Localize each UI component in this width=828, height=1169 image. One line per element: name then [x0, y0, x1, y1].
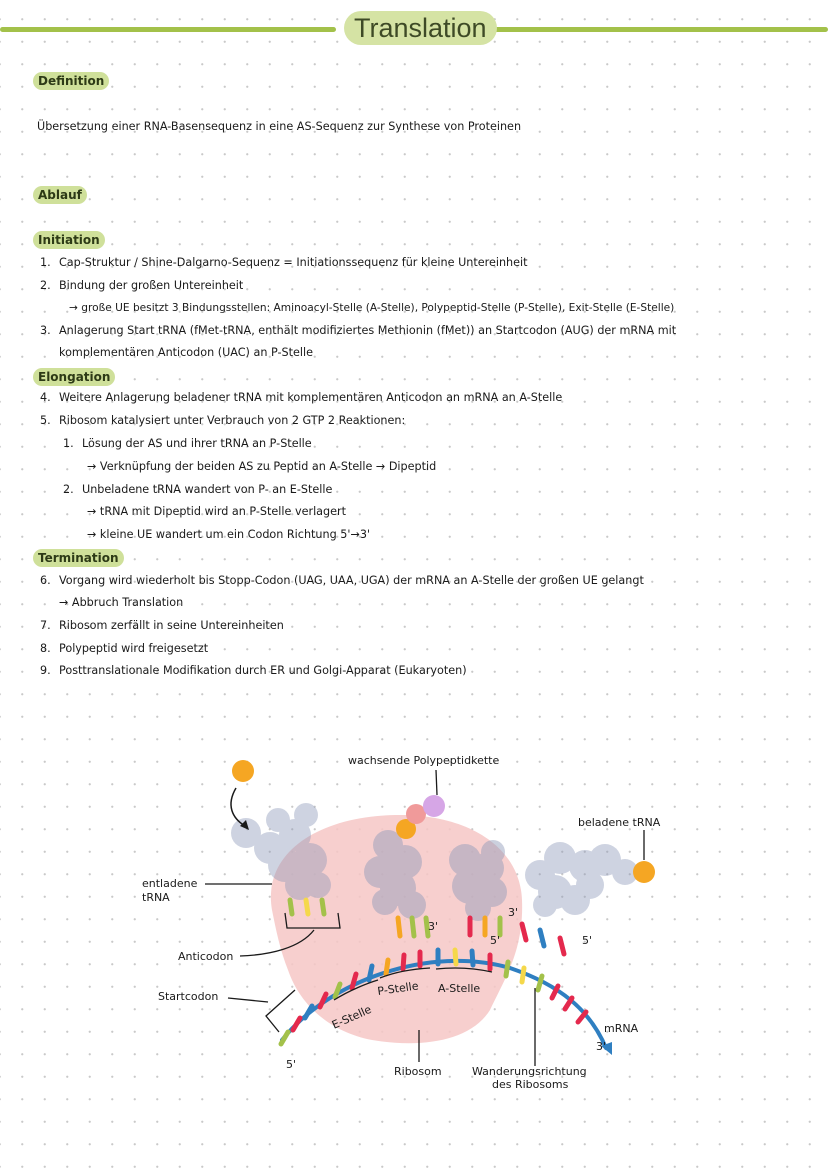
startcodon-bracket	[266, 990, 295, 1032]
item-text: Vorgang wird wiederholt bis Stopp-Codon (UAG, UAA, UGA) der mRNA an A-Stelle der großen UE gelangt	[59, 574, 644, 587]
item-text: Unbeladene tRNA wandert von P- an E-Stelle	[82, 483, 333, 496]
item-text: komplementären Anticodon (UAC) an P-Stelle	[59, 346, 313, 359]
definition-text: Übersetzung einer RNA-Basensequenz in eine AS-Sequenz zur Synthese von Proteinen	[37, 120, 522, 133]
label-startcodon: Startcodon	[158, 990, 219, 1003]
item-text: Ribosom katalysiert unter Verbrauch von 2 GTP 2 Reaktionen:	[59, 414, 406, 427]
label-trna-p-3prime: 3'	[428, 920, 439, 933]
item-text: Weitere Anlagerung beladener tRNA mit komplementären Anticodon an mRNA an A-Stelle	[59, 391, 563, 404]
label-mrna-3prime: 3'	[596, 1040, 607, 1053]
item-text: Anlagerung Start tRNA (fMet-tRNA, enthält modifiziertes Methionin (fMet)) an Startcodon (AUG) der mRNA mit	[59, 324, 677, 337]
item-number: 3.	[40, 324, 51, 337]
termination-heading: Termination	[33, 549, 124, 567]
item-text: Ribosom zerfällt in seine Untereinheiten	[59, 619, 284, 632]
charged-trna-amino-acid	[633, 861, 655, 883]
item-number: 1.	[63, 437, 74, 450]
item-number: 5.	[40, 414, 51, 427]
item-text: Cap-Struktur / Shine-Dalgarno-Sequenz = Initiationssequenz für kleine Untereinheit	[59, 256, 528, 269]
label-mrna: mRNA	[604, 1022, 639, 1035]
item-text: Bindung der großen Untereinheit	[59, 279, 244, 292]
label-trna-charged-5prime: 5'	[582, 934, 593, 947]
label-anticodon: Anticodon	[178, 950, 234, 963]
item-text: → tRNA mit Dipeptid wird an P-Stelle verlagert	[87, 505, 346, 518]
polypeptide-aa-3	[423, 795, 445, 817]
label-polypeptide: wachsende Polypeptidkette	[348, 754, 500, 767]
item-number: 6.	[40, 574, 51, 587]
label-trna-charged-3prime: 3'	[508, 906, 519, 919]
pointer-polypeptide	[436, 770, 437, 795]
label-ribosome: Ribosom	[394, 1065, 442, 1078]
item-text: Posttranslationale Modifikation durch ER und Golgi-Apparat (Eukaryoten)	[59, 664, 467, 677]
page-title: Translation	[344, 11, 497, 45]
label-e-site: E-Stelle	[329, 1002, 374, 1032]
elongation-heading: Elongation	[33, 368, 115, 386]
item-text: → kleine UE wandert um ein Codon Richtung 5'→3'	[87, 528, 371, 541]
polypeptide-aa-2	[406, 804, 426, 824]
item-number: 2.	[63, 483, 74, 496]
label-a-site: A-Stelle	[438, 982, 481, 995]
item-number: 9.	[40, 664, 51, 677]
label-mrna-5prime: 5'	[286, 1058, 297, 1071]
item-text: → große UE besitzt 3 Bindungsstellen: Aminoacyl-Stelle (A-Stelle), Polypeptid-Stelle (P-Stelle), Exit-Stelle (E-Stelle)	[69, 302, 675, 314]
item-number: 2.	[40, 279, 51, 292]
pointer-startcodon	[228, 998, 268, 1002]
item-number: 8.	[40, 642, 51, 655]
label-p-site: P-Stelle	[376, 979, 420, 998]
item-text: → Verknüpfung der beiden AS zu Peptid an A-Stelle → Dipeptid	[87, 460, 437, 473]
label-trna-a-5prime: 5'	[490, 934, 501, 947]
label-direction-1: Wanderungsrichtung	[472, 1065, 587, 1078]
item-text: → Abbruch Translation	[59, 596, 184, 609]
item-number: 1.	[40, 256, 51, 269]
trna-charged	[525, 842, 638, 917]
item-number: 4.	[40, 391, 51, 404]
item-number: 7.	[40, 619, 51, 632]
item-text: Polypeptid wird freigesetzt	[59, 642, 209, 655]
label-direction-2: des Ribosoms	[492, 1078, 569, 1091]
label-charged-trna: beladene tRNA	[578, 816, 661, 829]
initiation-heading: Initiation	[33, 231, 105, 249]
definition-heading: Definition	[33, 72, 109, 90]
label-uncharged-trna-2: tRNA	[142, 891, 170, 904]
item-text: Lösung der AS und ihrer tRNA an P-Stelle	[82, 437, 312, 450]
amino-acid-free	[232, 760, 254, 782]
label-uncharged-trna-1: entladene	[142, 877, 198, 890]
ablauf-heading: Ablauf	[33, 186, 87, 204]
